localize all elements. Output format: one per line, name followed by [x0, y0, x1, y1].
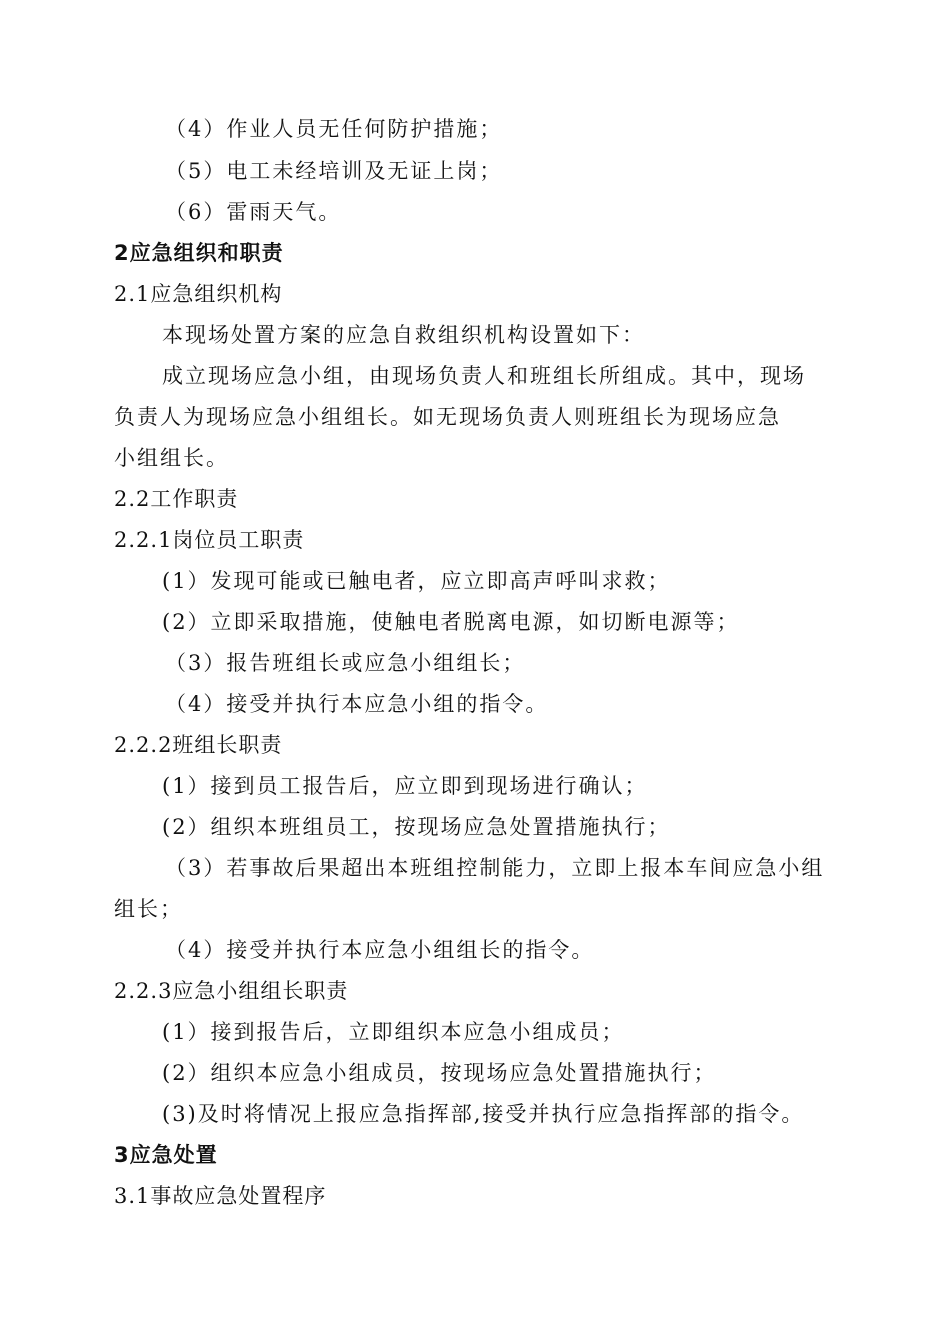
paragraph: 小组组长。 — [114, 446, 229, 470]
list-item: (1）接到员工报告后，应立即到现场进行确认； — [162, 774, 648, 798]
subsection-heading: 2.1应急组织机构 — [114, 282, 283, 306]
section-heading: 2应急组织和职责 — [114, 241, 284, 265]
list-item: （3）若事故后果超出本班组控制能力，立即上报本车间应急小组 — [165, 856, 825, 880]
list-item: (1）接到报告后，立即组织本应急小组成员； — [162, 1020, 625, 1044]
list-item: （4）接受并执行本应急小组组长的指令。 — [165, 938, 595, 962]
list-item: 组长； — [114, 897, 183, 921]
list-item: （4）接受并执行本应急小组的指令。 — [165, 692, 549, 716]
list-item: (3)及时将情况上报应急指挥部,接受并执行应急指挥部的指令。 — [162, 1102, 805, 1126]
list-item: （3）报告班组长或应急小组组长； — [165, 651, 526, 675]
list-item: (1）发现可能或已触电者，应立即高声呼叫求救； — [162, 569, 671, 593]
paragraph: 本现场处置方案的应急自救组织机构设置如下： — [162, 323, 645, 347]
paragraph: 成立现场应急小组，由现场负责人和班组长所组成。其中，现场 — [162, 364, 806, 388]
subsection-heading: 2.2.1岗位员工职责 — [114, 528, 305, 552]
subsection-heading: 2.2工作职责 — [114, 487, 239, 511]
subsection-heading: 3.1事故应急处置程序 — [114, 1184, 327, 1208]
list-item: (2）立即采取措施，使触电者脱离电源，如切断电源等； — [162, 610, 740, 634]
subsection-heading: 2.2.2班组长职责 — [114, 733, 283, 757]
list-item: （4）作业人员无任何防护措施； — [165, 117, 503, 141]
list-item: (2）组织本应急小组成员，按现场应急处置措施执行； — [162, 1061, 717, 1085]
paragraph: 负责人为现场应急小组组长。如无现场负责人则班组长为现场应急 — [114, 405, 781, 429]
subsection-heading: 2.2.3应急小组组长职责 — [114, 979, 349, 1003]
list-item: (2）组织本班组员工，按现场应急处置措施执行； — [162, 815, 671, 839]
list-item: （6）雷雨天气。 — [165, 200, 342, 224]
section-heading: 3应急处置 — [114, 1143, 218, 1167]
list-item: （5）电工未经培训及无证上岗； — [165, 159, 503, 183]
